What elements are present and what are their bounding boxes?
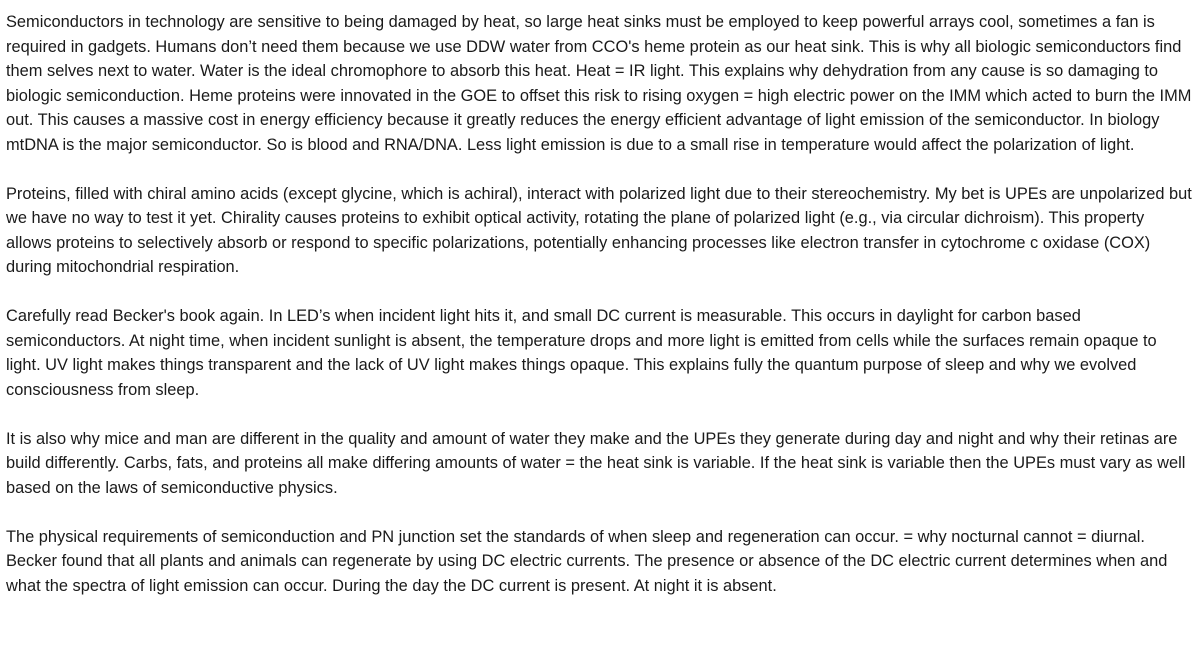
paragraph-heat-sink: Semiconductors in technology are sensitive to being damaged by heat, so large heat sinks must be employed to keep powerful arrays cool, sometimes a fan is required in gadgets. Humans don’t need them because we use DDW water from CCO's heme protein as our heat sink. This is why all biologic semiconductors find them selves next to water. Water is the ideal chromophore to absorb this heat. Heat = IR light. This explains why dehydration from any cause is so damaging to biologic semiconduction. Heme proteins were innovated in the GOE to offset this risk to rising oxygen = high electric power on the IMM which acted to burn the IMM out. This causes a massive cost in energy efficiency because it greatly reduces the energy efficient advantage of light emission of the semiconductor. In biology mtDNA is the major semiconductor. So is blood and RNA/DNA. Less light emission is due to a small rise in temperature would affect the polarization of light.	[6, 13, 1192, 154]
paragraph-pn-junction: The physical requirements of semiconduction and PN junction set the standards of when sleep and regeneration can occur. = why nocturnal cannot = diurnal. Becker found that all plants and animals can regenerate by using DC electric currents. The presence or absence of the DC electric current determines when and what the spectra of light emission can occur. During the day the DC current is present. At night it is absent.	[6, 527, 1168, 595]
paragraph-becker-led: Carefully read Becker's book again. In LED’s when incident light hits it, and small DC current is measurable. This occurs in daylight for carbon based semiconductors. At night time, when incident sunlight is absent, the temperature drops and more light is emitted from cells while the surfaces remain opaque to light. UV light makes things transparent and the lack of UV light makes things opaque. This explains fully the quantum purpose of sleep and why we evolved consciousness from sleep.	[6, 307, 1157, 399]
paragraph-chiral-proteins: Proteins, filled with chiral amino acids (except glycine, which is achiral), interact with polarized light due to their stereochemistry. My bet is UPEs are unpolarized but we have no way to test it yet. Chirality causes proteins to exhibit optical activity, rotating the plane of polarized light (e.g., via circular dichroism). This property allows proteins to selectively absorb or respond to specific polarizations, potentially enhancing processes like electron transfer in cytochrome c oxidase (COX) during mitochondrial respiration.	[6, 184, 1192, 276]
paragraph-mice-and-man: It is also why mice and man are different in the quality and amount of water they make and the UPEs they generate during day and night and why their retinas are build differently. Carbs, fats, and proteins all make differing amounts of water = the heat sink is variable. If the heat sink is variable then the UPEs must vary as well based on the laws of semiconductive physics.	[6, 429, 1186, 497]
